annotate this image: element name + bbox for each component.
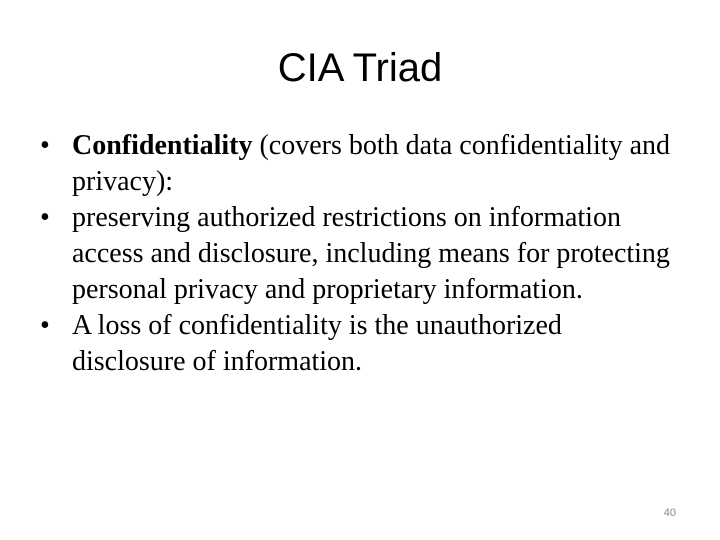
- slide-title: CIA Triad: [277, 46, 443, 90]
- bullet-bold-term: Confidentiality: [72, 130, 253, 161]
- bullet-marker: •: [40, 130, 50, 161]
- bullet-item: [40, 128, 680, 200]
- page-number: 40: [663, 507, 676, 519]
- bullet-text: (covers both data confidentiality and privacy):: [72, 130, 670, 197]
- bullet-text: preserving authorized restrictions on information access and disclosure, including means for protecting personal privacy and proprietary information.: [72, 202, 670, 305]
- bullet-marker: •: [40, 202, 50, 233]
- bullet-marker: •: [40, 310, 50, 341]
- bullet-text: A loss of confidentiality is the unauthorized disclosure of information.: [72, 310, 562, 377]
- bullet-item: [40, 308, 680, 380]
- bullet-item: [40, 200, 680, 308]
- bullet-list: [40, 128, 680, 380]
